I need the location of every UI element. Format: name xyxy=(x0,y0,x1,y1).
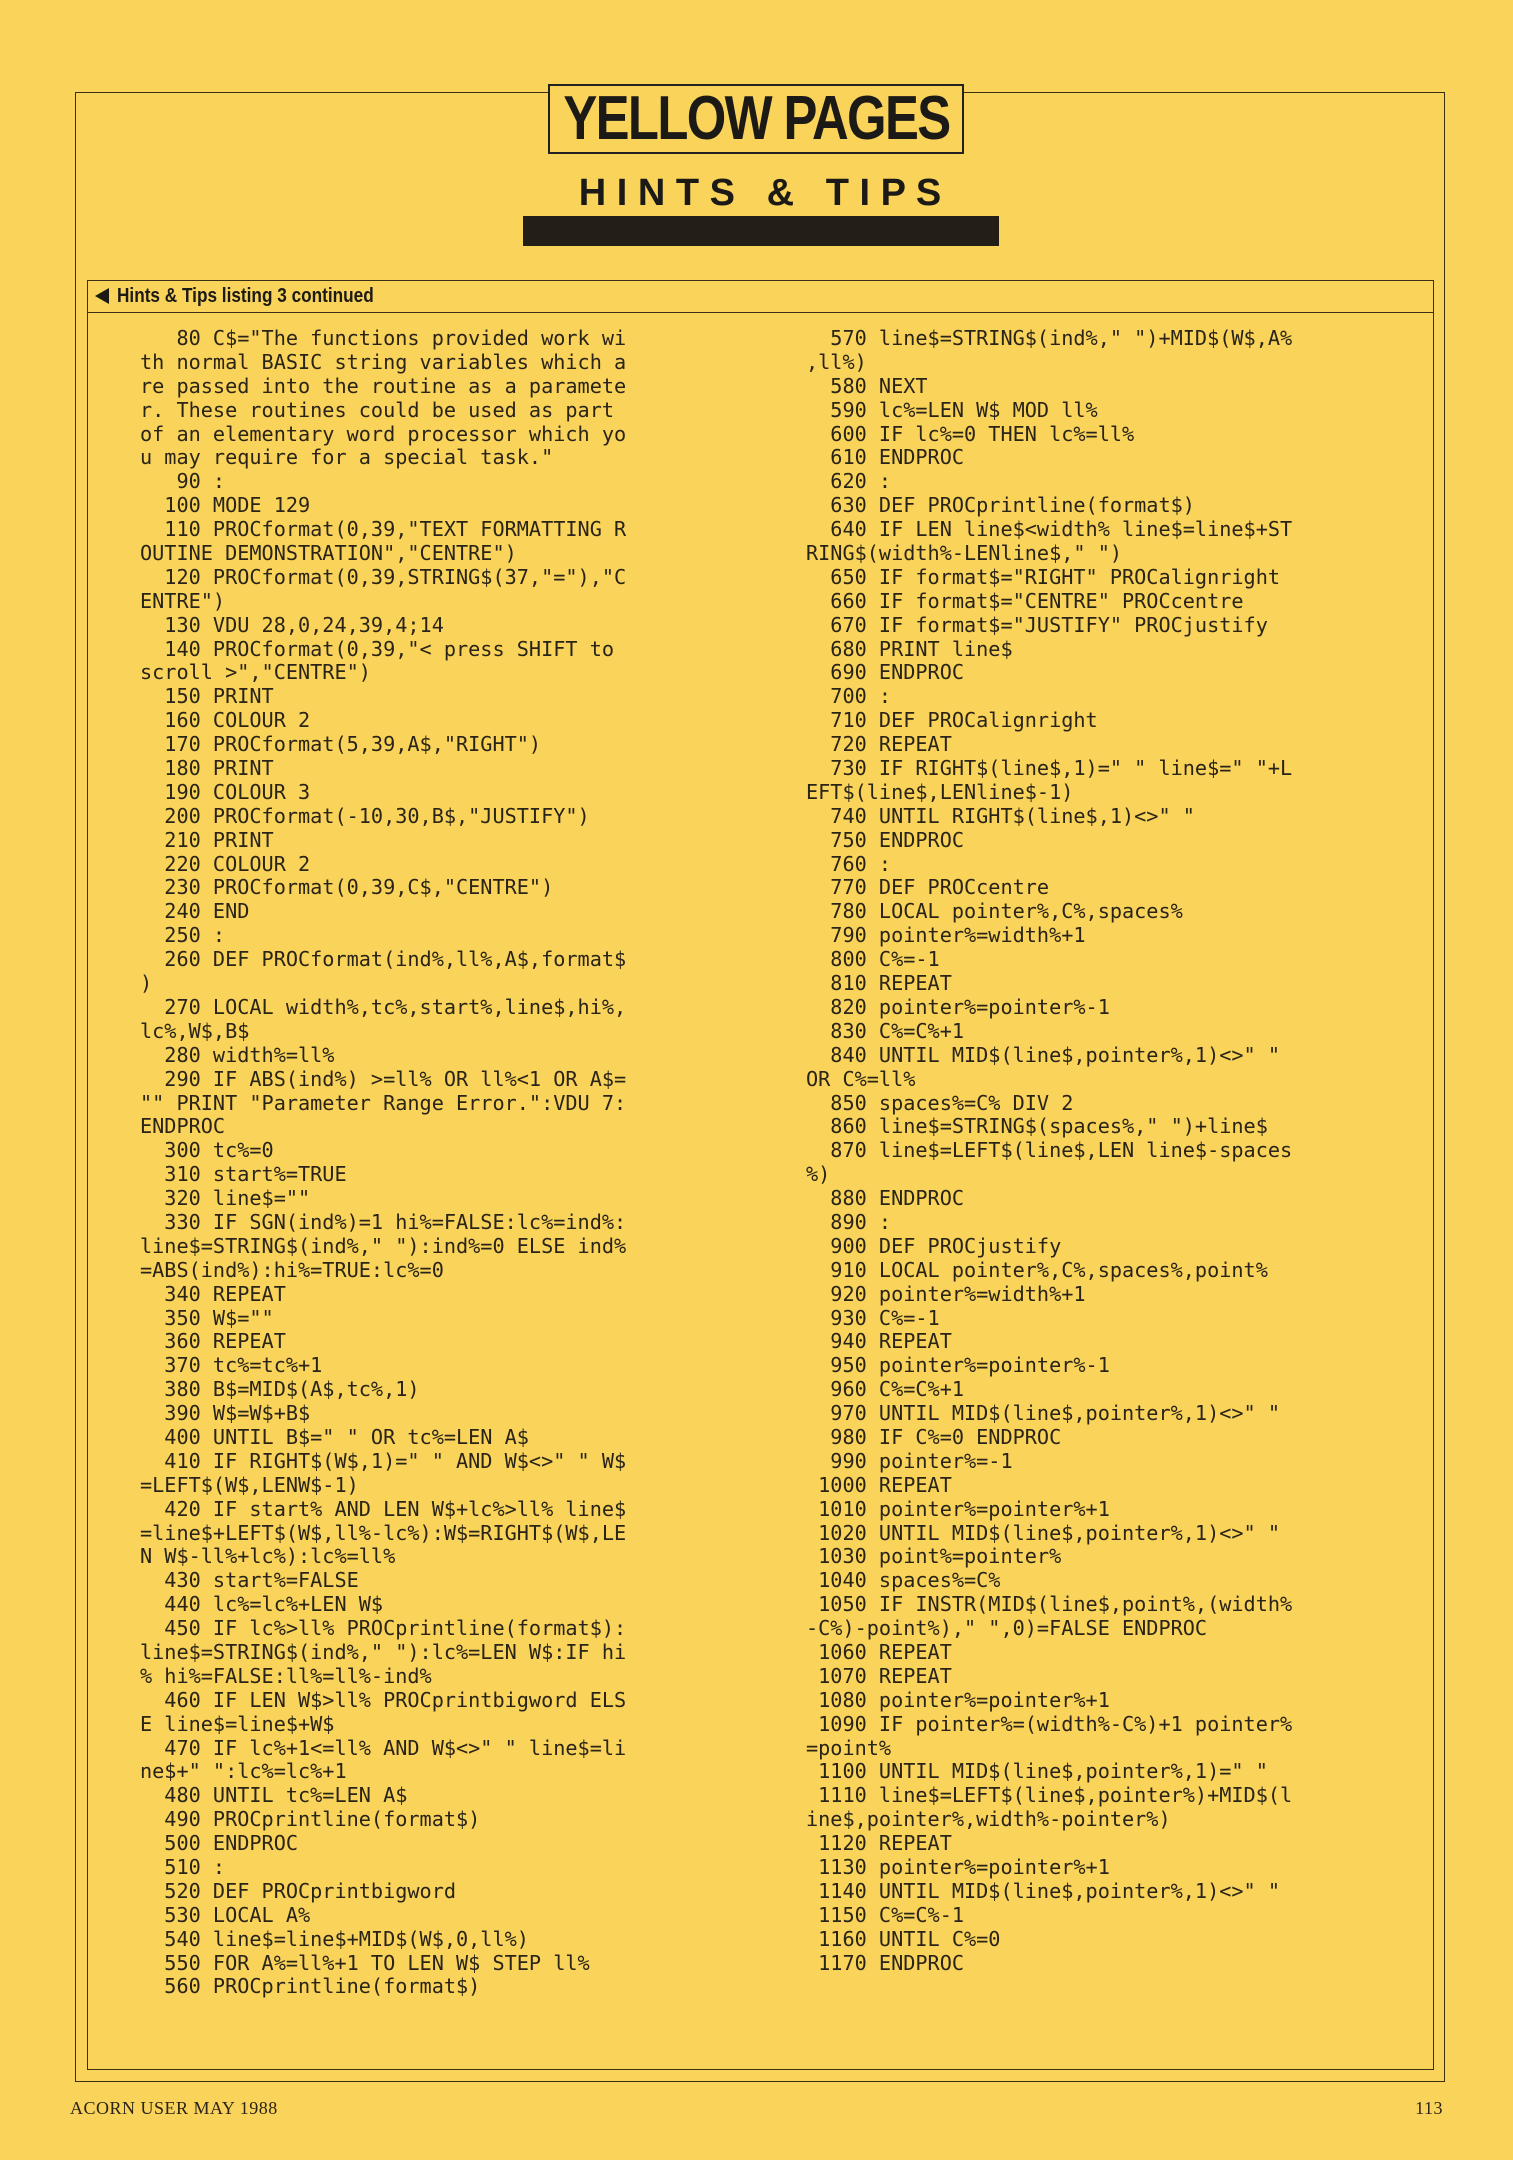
code-line: 280 width%=ll% xyxy=(140,1042,335,1067)
code-line: OR C%=ll% xyxy=(806,1066,916,1091)
code-line: 900 DEF PROCjustify xyxy=(806,1233,1062,1258)
code-line: 220 COLOUR 2 xyxy=(140,851,311,876)
code-line: 590 lc%=LEN W$ MOD ll% xyxy=(806,397,1098,422)
code-line: 80 C$="The functions provided work wi xyxy=(140,326,627,350)
code-line: 960 C%=C%+1 xyxy=(806,1377,965,1402)
code-line: 1130 pointer%=pointer%+1 xyxy=(806,1855,1110,1879)
code-line: 1060 REPEAT xyxy=(806,1639,952,1664)
code-line: -C%)-point%)," ",0)=FALSE ENDPROC xyxy=(806,1616,1208,1641)
code-line: 110 PROCformat(0,39,"TEXT FORMATTING R xyxy=(140,517,627,542)
code-line: 560 PROCprintline(format$) xyxy=(140,1974,481,1999)
code-line: 850 spaces%=C% DIV 2 xyxy=(806,1090,1074,1115)
code-line: 700 : xyxy=(806,684,892,709)
code-line: 1090 IF pointer%=(width%-C%)+1 pointer% xyxy=(806,1711,1293,1736)
code-line: 980 IF C%=0 ENDPROC xyxy=(806,1424,1062,1449)
code-line: 290 IF ABS(ind%) >=ll% OR ll%<1 OR A$= xyxy=(140,1066,627,1091)
code-line: 200 PROCformat(-10,30,B$,"JUSTIFY") xyxy=(140,803,590,828)
code-line: 600 IF lc%=0 THEN lc%=ll% xyxy=(806,421,1135,446)
code-line: 860 line$=STRING$(spaces%," ")+line$ xyxy=(806,1114,1268,1139)
code-line: 720 REPEAT xyxy=(806,732,952,757)
code-line: RING$(width%-LENline$," ") xyxy=(806,541,1123,566)
code-line: 840 UNTIL MID$(line$,pointer%,1)<>" " xyxy=(806,1042,1281,1067)
code-line: 300 tc%=0 xyxy=(140,1138,274,1163)
code-line: 160 COLOUR 2 xyxy=(140,708,311,733)
code-line: 500 ENDPROC xyxy=(140,1831,299,1856)
code-line: 1160 UNTIL C%=0 xyxy=(806,1926,1001,1951)
code-line: 420 IF start% AND LEN W$+lc%>ll% line$ xyxy=(140,1496,627,1521)
code-column-left xyxy=(140,327,720,1999)
code-line: 140 PROCformat(0,39,"< press SHIFT to xyxy=(140,636,615,661)
code-line: 740 UNTIL RIGHT$(line$,1)<>" " xyxy=(806,803,1195,828)
code-line: 250 : xyxy=(140,923,226,948)
code-line: 240 END xyxy=(140,899,250,924)
code-line: 550 FOR A%=ll%+1 TO LEN W$ STEP ll% xyxy=(140,1950,590,1975)
code-column-right xyxy=(806,327,1396,1975)
code-line: 120 PROCformat(0,39,STRING$(37,"="),"C xyxy=(140,564,627,589)
code-line: 490 PROCprintline(format$) xyxy=(140,1807,481,1832)
code-line: EFT$(line$,LENline$-1) xyxy=(806,779,1074,804)
code-line: 640 IF LEN line$<width% line$=line$+ST xyxy=(806,517,1293,542)
code-line: 270 LOCAL width%,tc%,start%,line$,hi%, xyxy=(140,994,627,1019)
code-line: 890 : xyxy=(806,1209,892,1234)
code-line: "" PRINT "Parameter Range Error.":VDU 7: xyxy=(140,1090,627,1115)
code-line: 660 IF format$="CENTRE" PROCcentre xyxy=(806,588,1244,613)
masthead-title: YELLOW PAGES xyxy=(562,84,950,153)
code-line: ,ll%) xyxy=(806,349,867,374)
code-line: 770 DEF PROCcentre xyxy=(806,875,1050,900)
masthead-title-box xyxy=(548,84,964,154)
code-line: N W$-ll%+lc%):lc%=ll% xyxy=(140,1544,396,1569)
code-line: 530 LOCAL A% xyxy=(140,1902,311,1927)
code-line: ne$+" ":lc%=lc%+1 xyxy=(140,1759,347,1784)
code-line: 880 ENDPROC xyxy=(806,1186,965,1211)
code-line: 930 C%=-1 xyxy=(806,1305,940,1330)
code-line: 310 start%=TRUE xyxy=(140,1162,347,1187)
code-line: 570 line$=STRING$(ind%," ")+MID$(W$,A% xyxy=(806,326,1293,350)
code-line: ine$,pointer%,width%-pointer%) xyxy=(806,1807,1171,1832)
code-line: 1010 pointer%=pointer%+1 xyxy=(806,1496,1110,1521)
code-line: 910 LOCAL pointer%,C%,spaces%,point% xyxy=(806,1257,1268,1282)
code-line: 610 ENDPROC xyxy=(806,445,965,470)
code-line: 1040 spaces%=C% xyxy=(806,1568,1001,1593)
code-line: % hi%=FALSE:ll%=ll%-ind% xyxy=(140,1663,432,1688)
code-line: 510 : xyxy=(140,1855,226,1879)
code-line: scroll >","CENTRE") xyxy=(140,660,371,685)
code-line: =LEFT$(W$,LENW$-1) xyxy=(140,1472,359,1497)
code-line: 690 ENDPROC xyxy=(806,660,965,685)
code-line: 370 tc%=tc%+1 xyxy=(140,1353,323,1378)
arrow-left-icon xyxy=(95,288,109,304)
code-line: =ABS(ind%):hi%=TRUE:lc%=0 xyxy=(140,1257,444,1282)
code-line: 180 PRINT xyxy=(140,756,274,781)
code-line: 970 UNTIL MID$(line$,pointer%,1)<>" " xyxy=(806,1401,1281,1426)
code-line: line$=STRING$(ind%," "):ind%=0 ELSE ind% xyxy=(140,1233,627,1258)
code-line: 460 IF LEN W$>ll% PROCprintbigword ELS xyxy=(140,1687,627,1712)
code-line: 230 PROCformat(0,39,C$,"CENTRE") xyxy=(140,875,554,900)
code-line: 130 VDU 28,0,24,39,4;14 xyxy=(140,612,444,637)
code-line: 190 COLOUR 3 xyxy=(140,779,311,804)
listing-header-label: Hints & Tips listing 3 continued xyxy=(117,284,374,307)
code-line: 1150 C%=C%-1 xyxy=(806,1902,965,1927)
code-line: 1170 ENDPROC xyxy=(806,1950,965,1975)
code-line: ENDPROC xyxy=(140,1114,226,1139)
code-line: 630 DEF PROCprintline(format$) xyxy=(806,493,1195,518)
code-line: 940 REPEAT xyxy=(806,1329,952,1354)
code-line: 580 NEXT xyxy=(806,373,928,398)
code-line: ) xyxy=(140,971,153,996)
code-line: 1050 IF INSTR(MID$(line$,point%,(width% xyxy=(806,1592,1293,1617)
code-line: 680 PRINT line$ xyxy=(806,636,1013,661)
code-line: 470 IF lc%+1<=ll% AND W$<>" " line$=li xyxy=(140,1735,627,1760)
code-line: 330 IF SGN(ind%)=1 hi%=FALSE:lc%=ind%: xyxy=(140,1209,627,1234)
code-line: 340 REPEAT xyxy=(140,1281,286,1306)
code-line: u may require for a special task." xyxy=(140,445,554,470)
code-line: OUTINE DEMONSTRATION","CENTRE") xyxy=(140,541,517,566)
code-line: 450 IF lc%>ll% PROCprintline(format$): xyxy=(140,1616,627,1641)
code-line: 1030 point%=pointer% xyxy=(806,1544,1062,1569)
code-line: 440 lc%=lc%+LEN W$ xyxy=(140,1592,384,1617)
code-line: 670 IF format$="JUSTIFY" PROCjustify xyxy=(806,612,1268,637)
code-line: lc%,W$,B$ xyxy=(140,1018,250,1043)
code-line: line$=STRING$(ind%," "):lc%=LEN W$:IF hi xyxy=(140,1639,627,1664)
code-line: 1100 UNTIL MID$(line$,pointer%,1)=" " xyxy=(806,1759,1268,1784)
masthead-bar xyxy=(523,216,999,246)
code-line: 320 line$="" xyxy=(140,1186,311,1211)
code-line: of an elementary word processor which yo xyxy=(140,421,627,446)
code-line: 830 C%=C%+1 xyxy=(806,1018,965,1043)
code-line: 170 PROCformat(5,39,A$,"RIGHT") xyxy=(140,732,542,757)
code-line: 870 line$=LEFT$(line$,LEN line$-spaces xyxy=(806,1138,1293,1163)
code-line: 820 pointer%=pointer%-1 xyxy=(806,994,1110,1019)
code-line: 650 IF format$="RIGHT" PROCalignright xyxy=(806,564,1281,589)
code-line: 410 IF RIGHT$(W$,1)=" " AND W$<>" " W$ xyxy=(140,1448,627,1473)
code-line: 710 DEF PROCalignright xyxy=(806,708,1098,733)
code-line: 150 PRINT xyxy=(140,684,274,709)
code-line: E line$=line$+W$ xyxy=(140,1711,335,1736)
code-line: 990 pointer%=-1 xyxy=(806,1448,1013,1473)
code-line: 260 DEF PROCformat(ind%,ll%,A$,format$ xyxy=(140,947,627,972)
code-line: re passed into the routine as a paramete xyxy=(140,373,627,398)
code-line: 480 UNTIL tc%=LEN A$ xyxy=(140,1783,408,1808)
code-line: 920 pointer%=width%+1 xyxy=(806,1281,1086,1306)
code-line: 390 W$=W$+B$ xyxy=(140,1401,311,1426)
code-line: 1110 line$=LEFT$(line$,pointer%)+MID$(l xyxy=(806,1783,1293,1808)
code-line: =line$+LEFT$(W$,ll%-lc%):W$=RIGHT$(W$,LE xyxy=(140,1520,627,1545)
code-line: 1020 UNTIL MID$(line$,pointer%,1)<>" " xyxy=(806,1520,1281,1545)
code-line: 810 REPEAT xyxy=(806,971,952,996)
code-line: 520 DEF PROCprintbigword xyxy=(140,1878,457,1903)
code-line: 380 B$=MID$(A$,tc%,1) xyxy=(140,1377,420,1402)
code-line: 360 REPEAT xyxy=(140,1329,286,1354)
code-line: 620 : xyxy=(806,469,892,494)
code-line: 730 IF RIGHT$(line$,1)=" " line$=" "+L xyxy=(806,756,1293,781)
code-line: 750 ENDPROC xyxy=(806,827,965,852)
code-line: 950 pointer%=pointer%-1 xyxy=(806,1353,1110,1378)
code-line: 100 MODE 129 xyxy=(140,493,311,518)
code-line: 1120 REPEAT xyxy=(806,1831,952,1856)
code-line: 800 C%=-1 xyxy=(806,947,940,972)
header-divider xyxy=(87,312,1434,313)
code-line: r. These routines could be used as part xyxy=(140,397,615,422)
code-line: 790 pointer%=width%+1 xyxy=(806,923,1086,948)
footer-page-number: 113 xyxy=(1415,2098,1443,2118)
code-line: =point% xyxy=(806,1735,892,1760)
code-line: 400 UNTIL B$=" " OR tc%=LEN A$ xyxy=(140,1424,529,1449)
code-line: 90 : xyxy=(140,469,226,494)
code-line: 540 line$=line$+MID$(W$,0,ll%) xyxy=(140,1926,529,1951)
code-line: 780 LOCAL pointer%,C%,spaces% xyxy=(806,899,1183,924)
code-line: 1140 UNTIL MID$(line$,pointer%,1)<>" " xyxy=(806,1878,1281,1903)
code-line: ENTRE") xyxy=(140,588,226,613)
listing-header xyxy=(93,283,416,309)
masthead-subtitle: H I N T S & T I P S xyxy=(578,172,942,214)
code-line: 760 : xyxy=(806,851,892,876)
code-line: %) xyxy=(806,1162,831,1187)
code-line: 1000 REPEAT xyxy=(806,1472,952,1497)
code-line: 350 W$="" xyxy=(140,1305,274,1330)
code-line: 430 start%=FALSE xyxy=(140,1568,359,1593)
code-line: th normal BASIC string variables which a xyxy=(140,349,627,374)
code-line: 1080 pointer%=pointer%+1 xyxy=(806,1687,1110,1712)
code-line: 1070 REPEAT xyxy=(806,1663,952,1688)
footer-publication: ACORN USER MAY 1988 xyxy=(70,2098,278,2118)
code-line: 210 PRINT xyxy=(140,827,274,852)
